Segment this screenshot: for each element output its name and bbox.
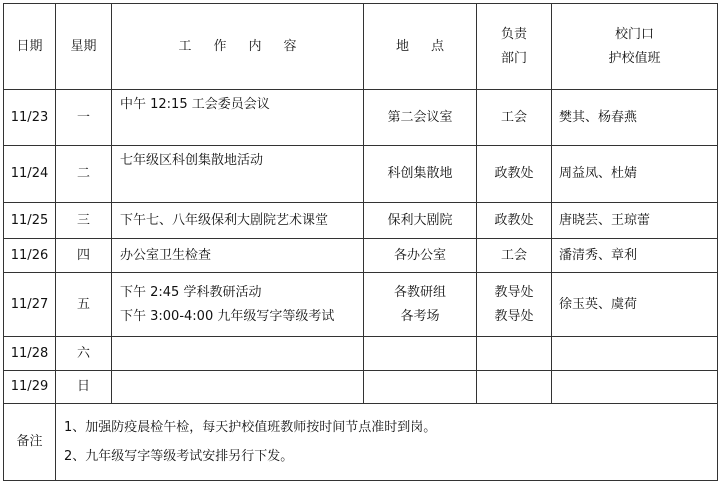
table-row xyxy=(4,239,718,273)
date-cell: 11/24 xyxy=(4,146,56,203)
department-cell: 政教处 xyxy=(477,146,552,203)
weekday-cell: 三 xyxy=(56,203,112,239)
notes-row xyxy=(4,404,718,481)
header-weekday: 星期 xyxy=(56,4,112,90)
table-row xyxy=(4,273,718,337)
duty-cell xyxy=(552,371,718,404)
content-cell xyxy=(112,337,364,371)
location-cell xyxy=(364,337,477,371)
date-cell: 11/26 xyxy=(4,239,56,273)
duty-cell: 潘清秀、章利 xyxy=(552,239,718,273)
department-cell: 工会 xyxy=(477,90,552,146)
table-row xyxy=(4,146,718,203)
note-line: 1、加强防疫晨检午检，每天护校值班教师按时间节点准时到岗。 xyxy=(64,420,437,435)
weekday-cell: 日 xyxy=(56,371,112,404)
table-row xyxy=(4,203,718,239)
date-cell: 11/23 xyxy=(4,90,56,146)
notes-body xyxy=(56,404,718,481)
department-cell xyxy=(477,337,552,371)
content-cell: 下午七、八年级保利大剧院艺术课堂 xyxy=(112,203,364,239)
department-cell: 政教处 xyxy=(477,203,552,239)
weekday-cell: 二 xyxy=(56,146,112,203)
weekly-schedule-table xyxy=(3,3,718,481)
duty-cell: 周益凤、杜婧 xyxy=(552,146,718,203)
content-cell: 办公室卫生检查 xyxy=(112,239,364,273)
location-cell: 科创集散地 xyxy=(364,146,477,203)
duty-cell: 樊其、杨春燕 xyxy=(552,90,718,146)
table-row xyxy=(4,90,718,146)
date-cell: 11/29 xyxy=(4,371,56,404)
location-cell xyxy=(364,371,477,404)
table-row xyxy=(4,371,718,404)
department-cell xyxy=(477,371,552,404)
date-cell: 11/28 xyxy=(4,337,56,371)
note-line: 2、九年级写字等级考试安排另行下发。 xyxy=(64,449,294,464)
header-department: 负责 部门 xyxy=(477,4,552,90)
department-cell: 工会 xyxy=(477,239,552,273)
weekday-cell: 四 xyxy=(56,239,112,273)
location-cell: 各办公室 xyxy=(364,239,477,273)
location-cell: 各教研组 各考场 xyxy=(364,273,477,337)
weekday-cell: 六 xyxy=(56,337,112,371)
content-cell: 下午 2:45 学科教研活动 下午 3:00-4:00 九年级写字等级考试 xyxy=(112,273,364,337)
date-cell: 11/25 xyxy=(4,203,56,239)
header-date: 日期 xyxy=(4,4,56,90)
duty-cell xyxy=(552,337,718,371)
header-location: 地 点 xyxy=(364,4,477,90)
header-duty: 校门口 护校值班 xyxy=(552,4,718,90)
header-content: 工 作 内 容 xyxy=(112,4,364,90)
weekday-cell: 五 xyxy=(56,273,112,337)
content-cell xyxy=(112,371,364,404)
content-cell: 七年级区科创集散地活动 xyxy=(112,146,364,203)
duty-cell: 徐玉英、虞荷 xyxy=(552,273,718,337)
date-cell: 11/27 xyxy=(4,273,56,337)
location-cell: 第二会议室 xyxy=(364,90,477,146)
location-cell: 保利大剧院 xyxy=(364,203,477,239)
table-row xyxy=(4,337,718,371)
content-cell: 中午 12:15 工会委员会议 xyxy=(112,90,364,146)
notes-label: 备注 xyxy=(4,404,56,481)
duty-cell: 唐晓芸、王琼蕾 xyxy=(552,203,718,239)
department-cell: 教导处 教导处 xyxy=(477,273,552,337)
header-row xyxy=(4,4,718,90)
weekday-cell: 一 xyxy=(56,90,112,146)
